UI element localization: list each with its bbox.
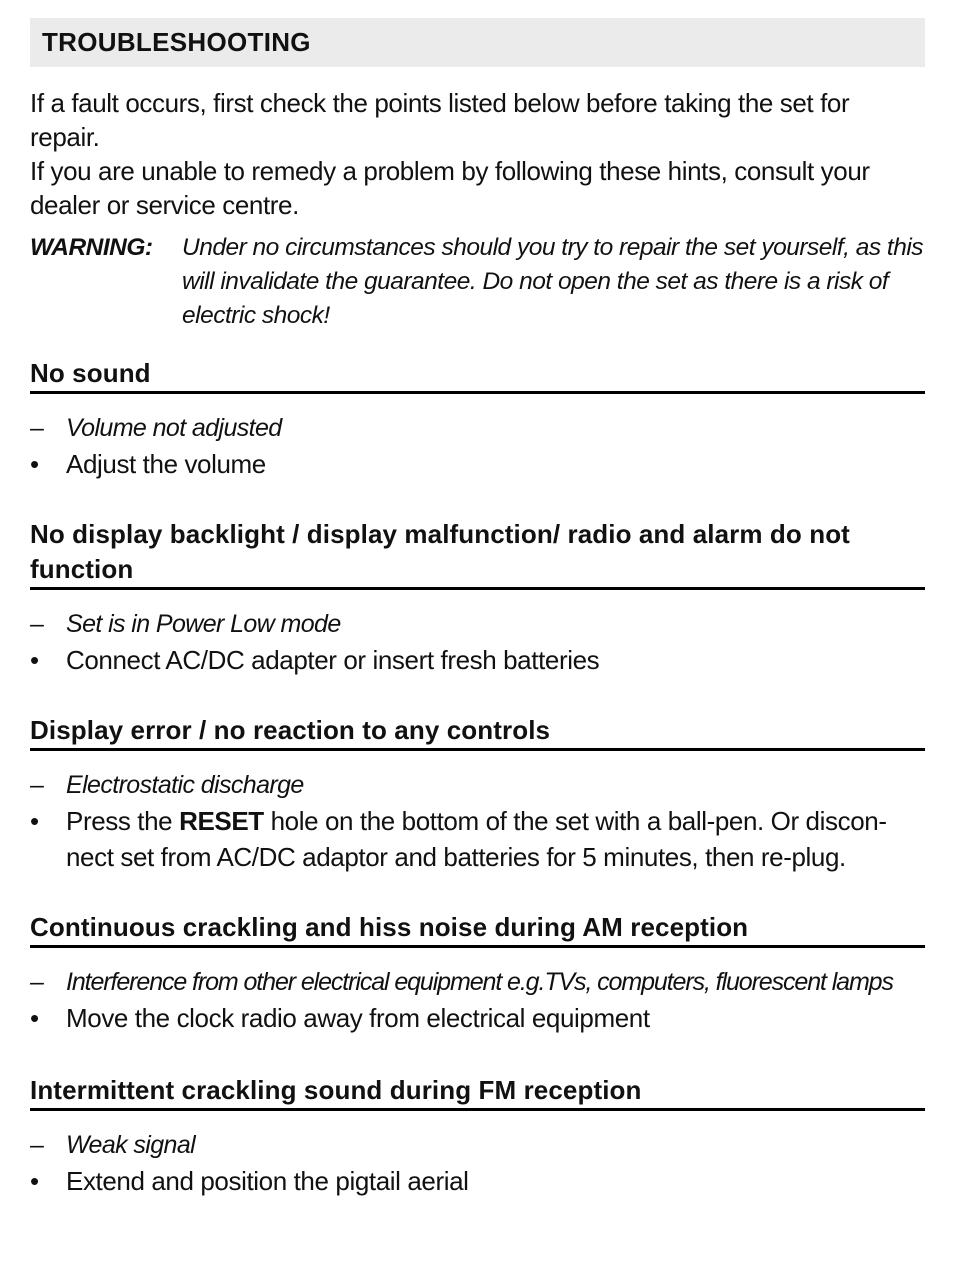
section-heading: Display error / no reaction to any controls [30, 713, 925, 751]
troubleshooting-page [30, 18, 925, 1199]
remedy-text [66, 803, 925, 875]
remedy-item [30, 803, 925, 875]
warning-text: Under no circumstances should you try to repair the set yourself, as this will invalidate the guarantee. Do not open the set as there is a risk of electric shock! [182, 234, 924, 329]
intro-text [30, 86, 925, 222]
remedy-item [30, 1000, 925, 1036]
section-display-error [30, 713, 925, 875]
intro-paragraph-2: If you are unable to remedy a problem by following these hints, consult your dealer or service centre. [30, 156, 870, 220]
cause-item [30, 1127, 925, 1163]
remedy-item [30, 642, 925, 678]
remedy-text: Adjust the volume [66, 449, 266, 479]
remedy-text-suffix: hole on the bottom of the set with a ball-pen. Or disconnect set from AC/DC adaptor and batteries for 5 minutes, then re-plug. [66, 806, 887, 872]
cause-item [30, 767, 925, 803]
bullet-marker: • [30, 1003, 39, 1033]
cause-text: Electrostatic discharge [66, 771, 304, 799]
reset-keyword: RESET [179, 806, 264, 836]
remedy-text: Extend and position the pigtail aerial [66, 1166, 469, 1196]
dash-marker: – [30, 968, 44, 996]
warning-block [30, 231, 925, 333]
remedy-text-prefix: Press the [66, 806, 180, 836]
dash-marker: – [30, 610, 44, 638]
bullet-marker: • [30, 449, 39, 479]
section-no-sound [30, 356, 925, 482]
cause-item [30, 606, 925, 642]
section-heading: No display backlight / display malfunction/ radio and alarm do not function [30, 517, 925, 590]
section-no-display [30, 517, 925, 678]
bullet-marker: • [30, 1166, 39, 1196]
cause-item [30, 410, 925, 446]
dash-marker: – [30, 414, 44, 442]
section-heading: Continuous crackling and hiss noise during AM reception [30, 910, 925, 948]
section-fm-crackle [30, 1073, 925, 1199]
cause-text: Weak signal [66, 1131, 196, 1159]
remedy-item [30, 446, 925, 482]
dash-marker: – [30, 1131, 44, 1159]
bullet-marker: • [30, 645, 39, 675]
cause-text: Interference from other electrical equipment e.g.TVs, computers, fluorescent lamps [66, 968, 893, 996]
page-title: TROUBLESHOOTING [42, 27, 311, 57]
section-am-noise [30, 910, 925, 1036]
cause-text: Volume not adjusted [66, 414, 282, 442]
section-heading: Intermittent crackling sound during FM reception [30, 1073, 925, 1111]
title-bar [30, 18, 925, 67]
warning-label: WARNING: [30, 234, 153, 261]
section-heading: No sound [30, 356, 925, 394]
remedy-text: Move the clock radio away from electrical equipment [66, 1003, 650, 1033]
remedy-text: Connect AC/DC adapter or insert fresh batteries [66, 645, 600, 675]
remedy-item [30, 1163, 925, 1199]
cause-text: Set is in Power Low mode [66, 610, 341, 638]
intro-paragraph-1: If a fault occurs, first check the points listed below before taking the set for repair. [30, 88, 850, 152]
dash-marker: – [30, 771, 44, 799]
bullet-marker: • [30, 806, 39, 836]
cause-item [30, 964, 925, 1000]
